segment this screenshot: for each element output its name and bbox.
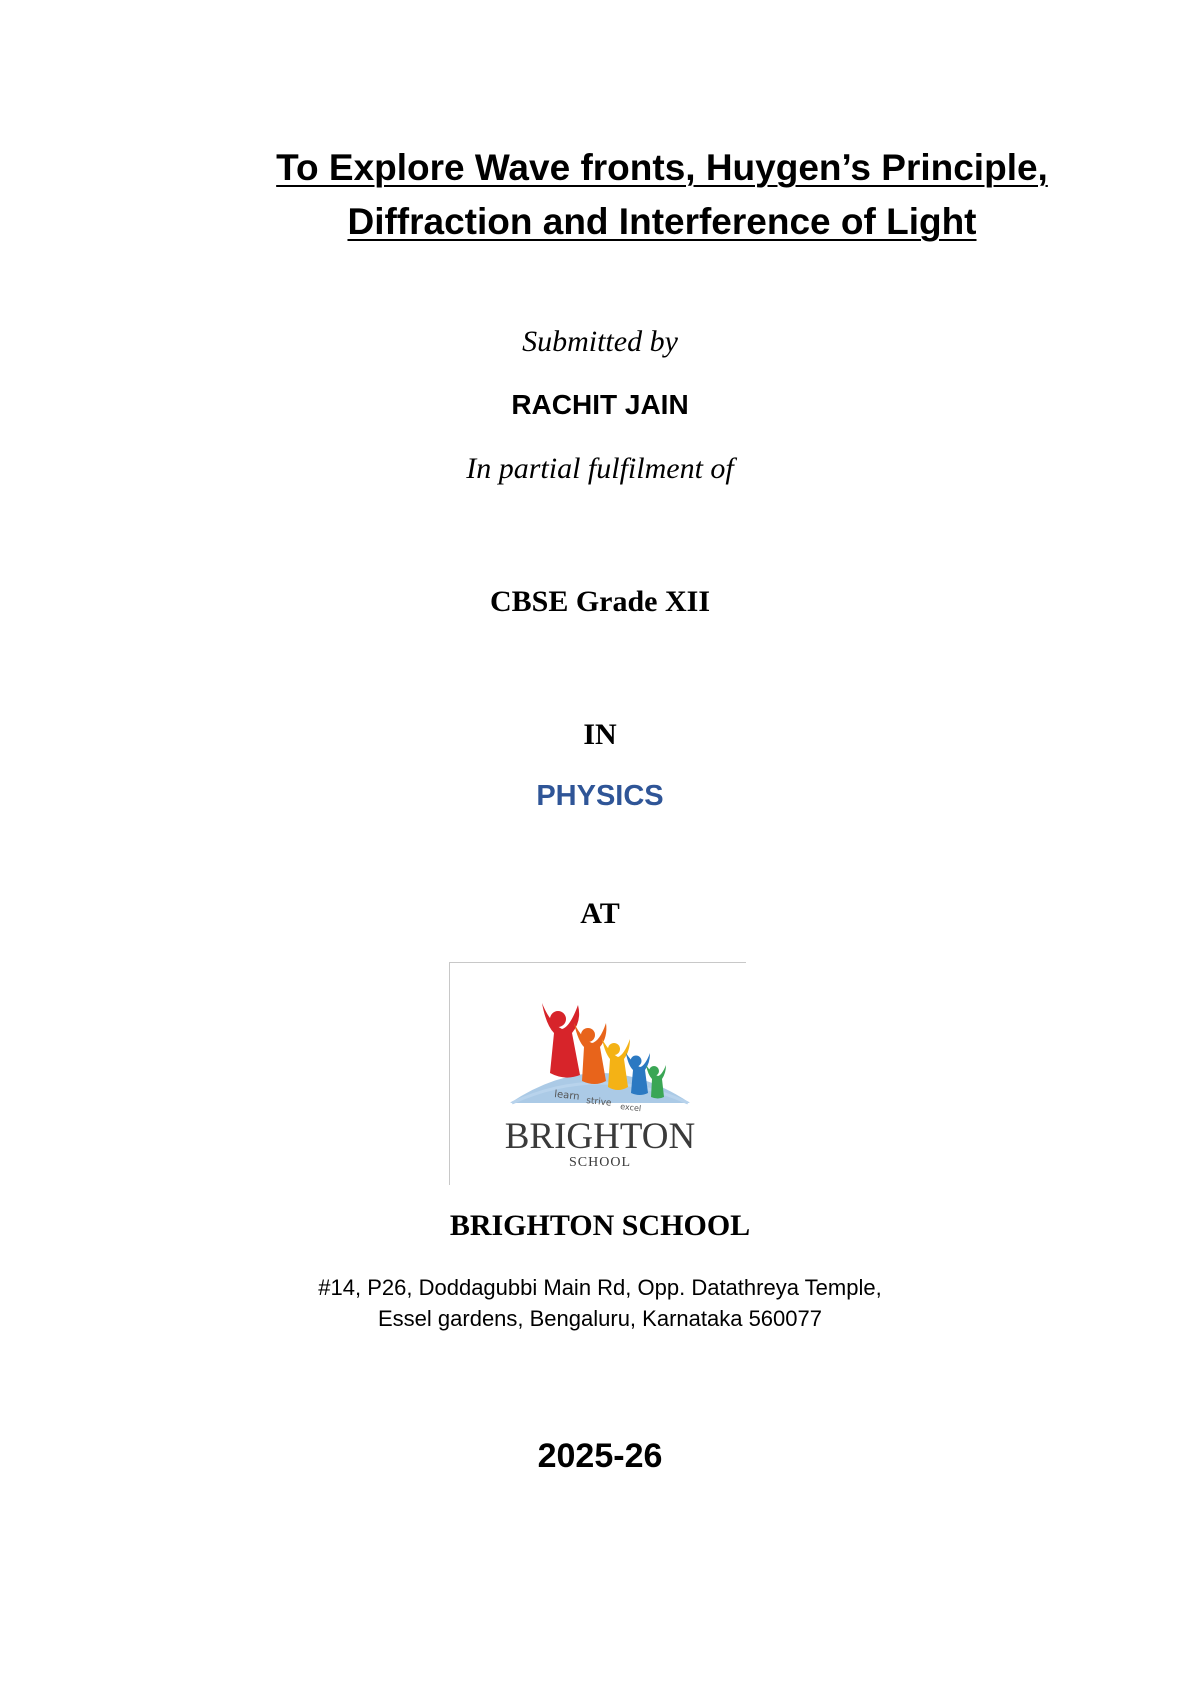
logo-tagline-1: learn [553, 1089, 581, 1103]
submitted-by-label: Submitted by [522, 325, 678, 358]
document-title-line-1: To Explore Wave fronts, Huygen’s Principle, [276, 147, 1048, 188]
address-line-2: Essel gardens, Bengaluru, Karnataka 560077 [378, 1306, 822, 1331]
logo-wordmark: BRIGHTON [504, 1116, 696, 1157]
subject-label: PHYSICS [536, 780, 664, 812]
partial-fulfilment-label: In partial fulfilment of [466, 452, 734, 485]
logo-tagline-3: excel [619, 1102, 642, 1114]
school-name: BRIGHTON SCHOOL [449, 1209, 751, 1242]
at-label: AT [580, 897, 620, 930]
document-title-line-2: Diffraction and Interference of Light [347, 201, 977, 242]
logo-tagline-2: strive [585, 1096, 612, 1109]
in-label: IN [583, 718, 617, 751]
student-name: RACHIT JAIN [511, 389, 689, 420]
logo-wordmark-sub: SCHOOL [568, 1155, 632, 1170]
address-line-1: #14, P26, Doddagubbi Main Rd, Opp. Datathreya Temple, [318, 1275, 882, 1300]
school-logo-graphic [450, 963, 746, 1185]
academic-year: 2025-26 [537, 1437, 663, 1475]
logo-figure-red [542, 1003, 580, 1078]
school-logo [449, 962, 746, 1185]
grade-label: CBSE Grade XII [489, 585, 711, 618]
